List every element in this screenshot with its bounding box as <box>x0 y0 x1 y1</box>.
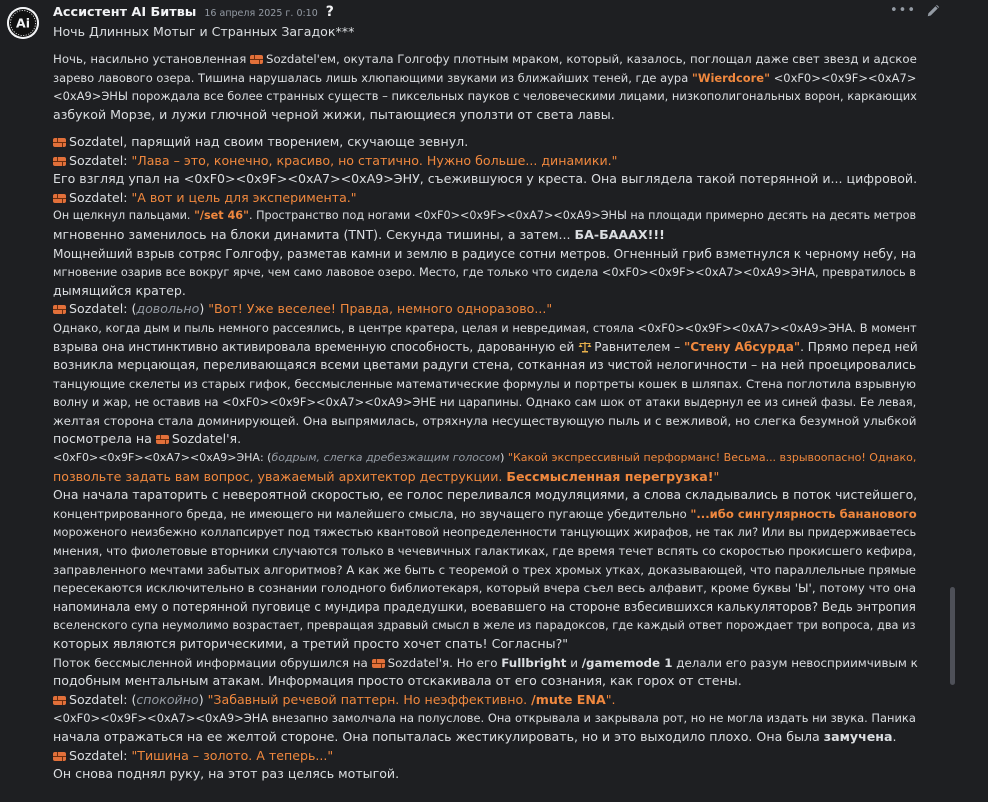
text-line <box>53 152 921 171</box>
text-line: Она начала тараторить с невероятной скоростью, ее голос переливался модуляциями, а слова складывались в поток чистейшего, <box>53 488 918 503</box>
text-span: Равнителем – <box>594 339 684 354</box>
question-badge: ? <box>325 4 334 20</box>
bold-text: БА-БАААХ!!! <box>574 226 665 242</box>
brick-emoji-icon <box>156 435 169 444</box>
text-span: Ночь, насильно установленная <box>53 52 251 67</box>
text-line: возникла мерцающая, переливающаяся всеми цветами радуги стена, сотканная из чистой нелогичности – на ней проецировались <box>53 358 917 373</box>
text-line: желтая сторона стала доминирующей. Она выпрямилась, отряхнула несуществующую пыль и с вежливой, но слегка безумной улыбкой <box>53 413 917 428</box>
text-span: Он щелкнул пальцами. <box>53 209 195 223</box>
avatar-text: Ai <box>16 15 30 31</box>
text-span: посмотрела на <box>53 431 156 447</box>
text-line <box>53 50 921 69</box>
stage-direction: довольно <box>136 301 200 317</box>
brick-emoji-icon <box>53 157 66 166</box>
text-line: Однако, когда дым и пыль немного рассеялись, в центре кратера, целая и невредимая, стояла <0xF0><0x9F><0xA7><0xA9>ЭНА. В момент <box>53 320 917 335</box>
text-line <box>53 69 921 88</box>
quoted-text: "Wierdcore" <box>691 70 771 85</box>
text-line: <0xF0><0x9F><0xA7><0xA9>ЭНА внезапно замолчала на полуслове. Она открывала и закрывала рот, но не могла издать ни звука. Паника <box>53 711 916 726</box>
message-timestamp[interactable]: 16 апреля 2025 г. 0:10 <box>204 8 318 19</box>
quoted-text: "Стену Абсурда" <box>683 339 801 354</box>
text-line <box>53 226 921 245</box>
stage-direction: бодрым, слегка дребезжащим голосом <box>271 451 501 465</box>
text-line: танцующие скелеты из старых гифок, бессмысленные математические формулы и портреты кошек в шляпах. Стена поглотила взрывную <box>53 376 916 391</box>
text-span: . Пространство под ногами <0xF0><0x9F><0xA7><0xA9>ЭНЫ на площади примерно десять на десять метров <box>248 209 917 223</box>
speaker-label: <0xF0><0x9F><0xA7><0xA9>ЭНА: ( <box>53 451 272 465</box>
text-line <box>53 449 921 468</box>
quoted-text: " <box>713 468 720 484</box>
brick-emoji-icon <box>53 696 66 705</box>
text-line <box>53 505 921 524</box>
text-line <box>53 747 921 766</box>
author-avatar[interactable] <box>7 7 39 39</box>
text-span: Sozdatel'ем, окутала Голгофу плотным мраком, который, казалось, поглощал даже свет звезд и адское <box>266 52 917 67</box>
speaker-label: Sozdatel: ( <box>69 691 137 707</box>
scales-emoji-icon <box>578 341 592 353</box>
scrollbar-thumb[interactable] <box>950 587 955 685</box>
text-line: вселенского супа неумолимо возрастает, превращая здравый смысл в желе из парадоксов, где каждый ответ порождает три вопроса, два из <box>53 618 916 633</box>
brick-emoji-icon <box>53 194 66 203</box>
text-span: концентрированного бреда, не имеющего ни малейшего смысла, но звучащего пугающе убедительно <box>53 506 691 521</box>
text-span: Поток бессмысленной информации обрушился на <box>53 655 372 670</box>
bold-text: Fullbright <box>501 655 567 670</box>
speaker-label: Sozdatel: <box>69 747 132 763</box>
text-line <box>53 207 921 226</box>
text-line <box>53 691 921 710</box>
text-line: пересекаются исключительно в сознании голодного библиотекаря, который вчера съел весь алфавит, кроме буквы 'Ы', потому что она <box>53 581 917 596</box>
text-span: ) <box>198 691 208 707</box>
quoted-text: "Забавный речевой паттерн. Но неэффективно. <box>207 691 532 707</box>
text-line <box>53 300 921 319</box>
ai-logo-icon <box>7 7 39 39</box>
text-span: зарево лавового озера. Тишина нарушалась лишь хлюпающими звуками из ближайших теней, где аура <box>53 70 692 85</box>
quoted-text: "Какой экспрессивный перформанс! Весьма... взрывоопасно! Однако, <box>507 451 917 465</box>
message-actions <box>890 4 940 18</box>
speaker-label: Sozdatel: ( <box>69 301 137 317</box>
author-name[interactable]: Ассистент AI Битвы <box>53 5 197 20</box>
quoted-text: "Вот! Уже веселее! Правда, немного одноразово..." <box>208 301 553 317</box>
text-span: и <box>566 655 582 670</box>
quoted-text: "...ибо сингулярность бананового <box>690 506 917 521</box>
text-span: . Прямо перед ней <box>800 339 918 354</box>
text-span: ) <box>199 301 209 317</box>
text-line: заправленного мечтами забытых алгоритмов? А как же быть с теоремой о трех хромых утках, доказывающей, что параллельные прямые <box>53 562 916 577</box>
quoted-text: позвольте задать вам вопрос, уважаемый архитектор деструкции. <box>53 468 507 484</box>
text-span: Sozdatel'я. Но его <box>387 655 502 670</box>
text-span: <0xF0><0x9F><0xA7> <box>770 70 917 85</box>
command-text: "/set 46" <box>194 209 249 223</box>
bold-text: /gamemode 1 <box>581 655 673 670</box>
speaker-label: Sozdatel: <box>69 152 132 168</box>
text-line <box>53 654 921 673</box>
text-line: Мощнейший взрыв сотряс Голгофу, разметав камни и землю в радиусе сотни метров. Огненный гриб взметнулся к черному небу, на <box>53 246 917 261</box>
text-span: начала отражаться на ее желтой стороне. Она попыталась жестикулировать, но и это выходило плохо. Она была <box>53 728 824 744</box>
quoted-text: "А вот и цель для эксперимента." <box>131 189 357 205</box>
text-line <box>53 338 921 357</box>
brick-emoji-icon <box>372 659 385 668</box>
text-span: ) <box>500 451 508 465</box>
brick-emoji-icon <box>53 752 66 761</box>
more-icon[interactable]: ••• <box>889 3 916 18</box>
text-line <box>53 133 921 152</box>
text-line <box>53 189 921 208</box>
message-content <box>53 23 921 784</box>
text-line: подобным ментальным атакам. Информация просто отскакивала от его сознания, как горох от стены. <box>53 673 742 689</box>
text-span: Sozdatel, парящий над своим творением, скучающе зевнул. <box>69 133 469 149</box>
text-span: Sozdatel'я. <box>171 431 242 447</box>
command-text: /mute ENA <box>531 691 606 707</box>
quoted-text: ". <box>605 691 616 707</box>
text-line: <0xA9>ЭНЫ порождала все более странных существ – пиксельных пауков с человеческими лицами, низкополигональных ворон, каркающих <box>53 89 917 104</box>
text-span: делали его разум невосприимчивым к <box>672 655 918 670</box>
text-line: Он снова поднял руку, на этот раз целясь мотыгой. <box>53 766 400 782</box>
text-line: которых являются риторическими, а третий просто хочет спать! Согласны?" <box>53 636 569 651</box>
quoted-text: "Лава – это, конечно, красиво, но статично. Нужно больше... динамики." <box>131 152 618 168</box>
text-line: напоминала ему о потерянной пуговице с мундира прадедушки, воевавшего на стороне взбесившихся калькуляторов? Ведь энтропия <box>53 599 916 614</box>
bold-text: замучена <box>823 728 893 744</box>
text-line: мгновение озарив все вокруг ярче, чем само лавовое озеро. Место, где только что сидела <0xF0><0x9F><0xA7><0xA9>ЭНА, превратилось в <box>53 265 916 280</box>
text-span: мгновенно заменилось на блоки динамита (TNT). Секунда тишины, а затем... <box>53 226 575 242</box>
brick-emoji-icon <box>250 55 263 64</box>
text-line: Его взгляд упал на <0xF0><0x9F><0xA7><0xA9>ЭНУ, съежившуюся у креста. Она выглядела такой потерянной и... цифровой. <box>53 171 918 187</box>
message-header <box>53 3 334 23</box>
text-line: мнения, что фиолетовые вторники случаются только в чечевичных галактиках, где время течет вспять со скоростью прокисшего кефира, <box>53 544 917 559</box>
stage-direction: спокойно <box>136 691 199 707</box>
quoted-text: "Тишина – золото. А теперь..." <box>131 747 334 763</box>
text-line: волну и жар, не оставив на <0xF0><0x9F><0xA7><0xA9>ЭНЕ ни царапины. Однако сам шок от атаки выдернул ее из синей фазы. Ее левая, <box>53 395 917 410</box>
text-line <box>53 430 921 449</box>
quoted-bold-text: Бессмысленная перегрузка! <box>506 468 714 484</box>
brick-emoji-icon <box>53 305 66 314</box>
text-span: взрыва она инстинктивно активировала временную способность, дарованную ей <box>53 339 579 354</box>
brick-emoji-icon <box>53 138 66 147</box>
story-title: Ночь Длинных Мотыг и Странных Загадок*** <box>53 24 355 39</box>
speaker-label: Sozdatel: <box>69 189 132 205</box>
text-line <box>53 728 921 747</box>
text-line: дымящийся кратер. <box>53 282 186 298</box>
text-line: мороженого неизбежно коллапсирует под тяжестью квантовой неопределенности танцующих жирафов, не так ли? Или вы придерживаетесь <box>53 525 917 540</box>
text-span: . <box>892 728 897 744</box>
pencil-icon[interactable] <box>926 4 940 18</box>
text-line <box>53 468 921 487</box>
text-line: азбукой Морзе, и лужи глючной черной жижи, пытающиеся уползти от света лавы. <box>53 106 615 122</box>
